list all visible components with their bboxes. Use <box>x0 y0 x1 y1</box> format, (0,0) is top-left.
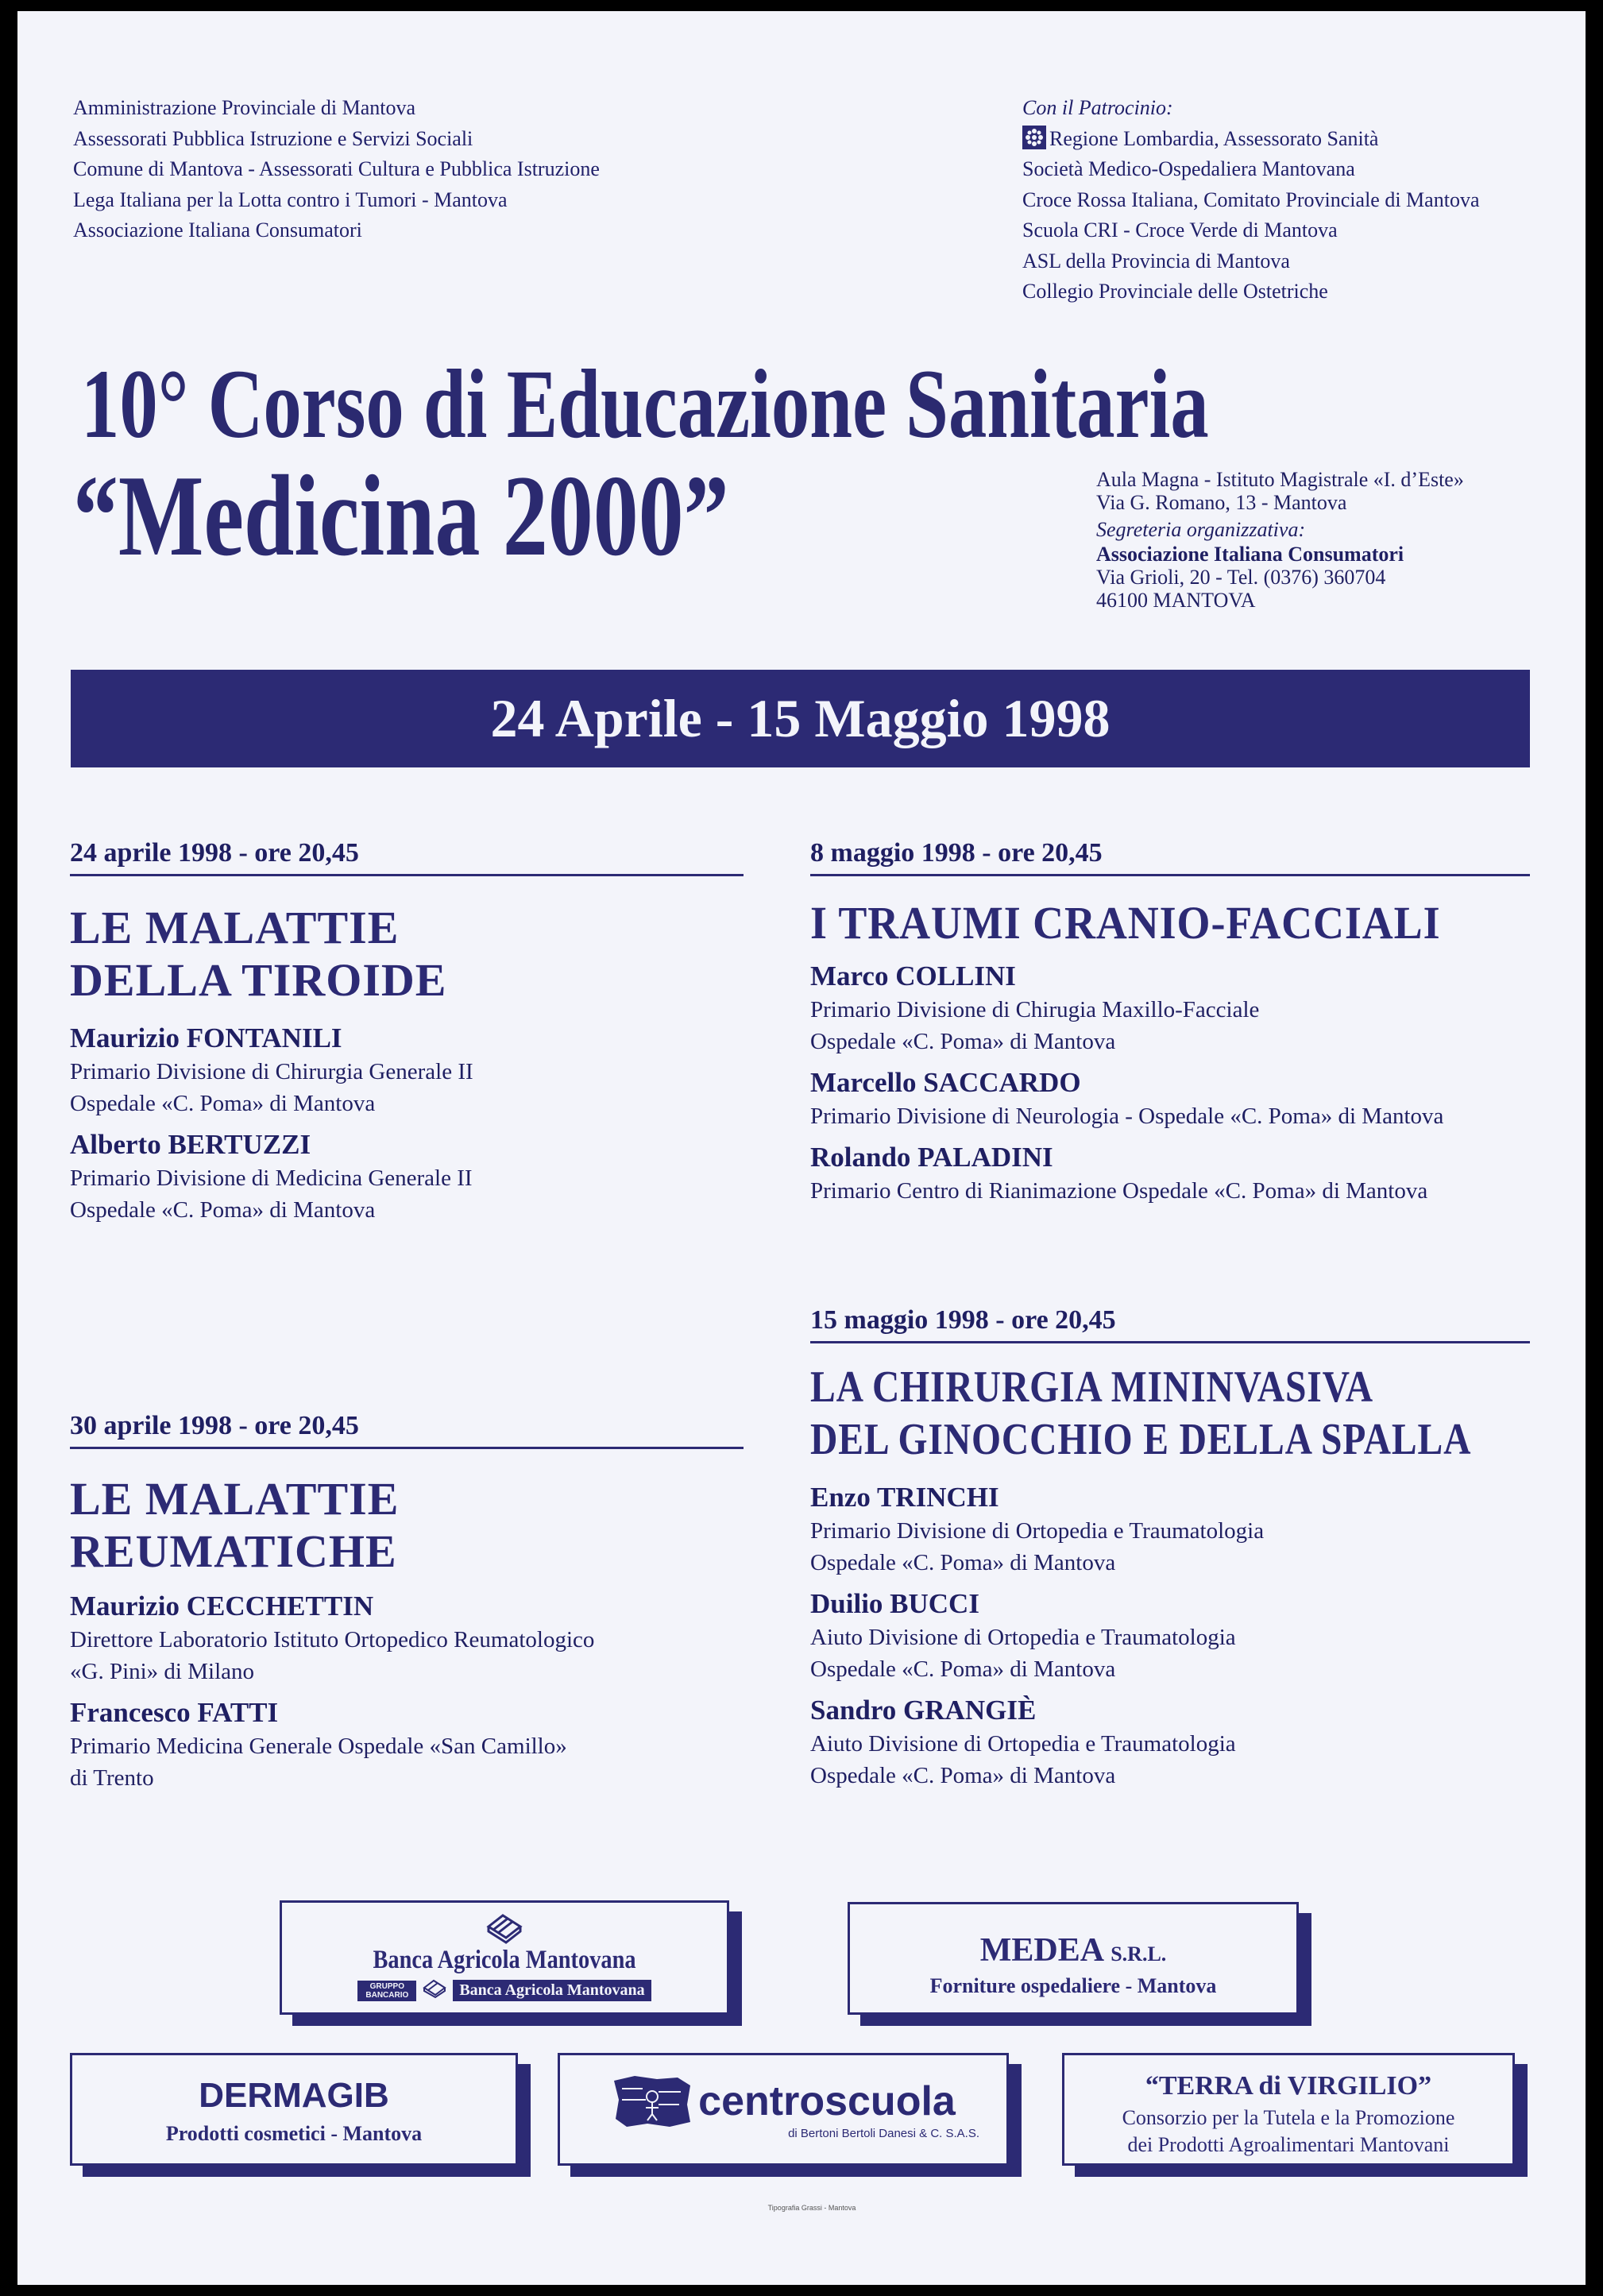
banca-name: Banca Agricola Mantovana <box>373 1946 636 1974</box>
speaker: Sandro GRANGIÈ Aiuto Divisione di Ortopedia e Traumatologia Ospedale «C. Poma» di Mantova <box>810 1695 1236 1788</box>
secretariat-label: Segreteria organizzativa: <box>1096 518 1306 541</box>
secretariat-org: Associazione Italiana Consumatori <box>1096 543 1404 566</box>
terra-desc: dei Prodotti Agroalimentari Mantovani <box>1127 2133 1450 2156</box>
session-4 <box>810 1300 1530 1792</box>
date-band: 24 Aprile - 15 Maggio 1998 <box>71 670 1530 767</box>
speaker: Maurizio FONTANILI Primario Divisione di Chirurgia Generale II Ospedale «C. Poma» di Mantova <box>70 1022 473 1116</box>
centroscuola-logo <box>560 2073 1006 2130</box>
session-date: 30 aprile 1998 - ore 20,45 <box>70 1405 744 1449</box>
secretariat-address: Via Grioli, 20 - Tel. (0376) 360704 <box>1096 566 1386 589</box>
terra-desc: Consorzio per la Tutela e la Promozione <box>1122 2106 1455 2129</box>
patronage-heading: Con il Patrocinio: <box>1022 96 1173 119</box>
banca-gruppo-label: GRUPPO BANCARIO <box>357 1981 416 2001</box>
speaker: Marcello SACCARDO Primario Divisione di Neurologia - Ospedale «C. Poma» di Mantova <box>810 1067 1444 1129</box>
centroscuola-map-icon <box>611 2073 693 2130</box>
patronage-item: Collegio Provinciale delle Ostetriche <box>1022 280 1328 303</box>
speaker: Duilio BUCCI Aiuto Divisione di Ortopedia e Traumatologia Ospedale «C. Poma» di Mantova <box>810 1588 1236 1682</box>
patronage-item: Croce Rossa Italiana, Comitato Provinciale di Mantova <box>1022 187 1480 211</box>
session-topic: LE MALATTIE REUMATICHE <box>70 1473 400 1577</box>
speaker: Rolando PALADINI Primario Centro di Rianimazione Ospedale «C. Poma» di Mantova <box>810 1142 1428 1204</box>
organizer: Comune di Mantova - Assessorati Cultura e Pubblica Istruzione <box>73 157 600 180</box>
session-topic: LA CHIRURGIA MININVASIVA DEL GINOCCHIO E DELLA SPALLA <box>810 1363 1472 1464</box>
session-date: 8 maggio 1998 - ore 20,45 <box>810 833 1530 876</box>
organizer: Lega Italiana per la Lotta contro i Tumori - Mantova <box>73 187 508 211</box>
venue-line: Aula Magna - Istituto Magistrale «I. d’Este» <box>1096 468 1464 491</box>
session-date: 15 maggio 1998 - ore 20,45 <box>810 1300 1530 1343</box>
regione-lombardia-logo-icon <box>1022 126 1046 149</box>
organizer: Amministrazione Provinciale di Mantova <box>73 96 416 119</box>
patronage-item: Regione Lombardia, Assessorato Sanità <box>1022 124 1479 155</box>
session-date: 24 aprile 1998 - ore 20,45 <box>70 833 744 876</box>
centroscuola-desc: di Bertoni Bertoli Danesi & C. S.A.S. <box>788 2127 979 2140</box>
sponsor-medea <box>848 1902 1299 2015</box>
speaker: Maurizio CECCHETTIN Direttore Laboratorio Istituto Ortopedico Reumatologico «G. Pini» di Milano <box>70 1591 595 1684</box>
speaker: Alberto BERTUZZI Primario Divisione di Medicina Generale II Ospedale «C. Poma» di Mantova <box>70 1129 473 1223</box>
session-1 <box>70 833 744 1226</box>
terra-name: “TERRA di VIRGILIO” <box>1145 2071 1432 2101</box>
session-3 <box>810 833 1530 1207</box>
centroscuola-name: centroscuola <box>698 2078 956 2124</box>
venue-line: Via G. Romano, 13 - Mantova <box>1096 491 1347 514</box>
speaker: Marco COLLINI Primario Divisione di Chirugia Maxillo-Facciale Ospedale «C. Poma» di Mantova <box>810 961 1260 1054</box>
course-subtitle: “Medicina 2000” <box>73 451 729 580</box>
speaker: Enzo TRINCHI Primario Divisione di Ortopedia e Traumatologia Ospedale «C. Poma» di Mantova <box>810 1482 1265 1575</box>
venue-block <box>1096 468 1464 612</box>
patronage-item: Scuola CRI - Croce Verde di Mantova <box>1022 218 1338 242</box>
organizers-list <box>73 93 600 246</box>
medea-desc: Forniture ospedaliere - Mantova <box>929 1974 1217 1997</box>
organizer: Associazione Italiana Consumatori <box>73 218 362 242</box>
sponsor-centroscuola <box>558 2053 1009 2166</box>
sponsor-banca-agricola <box>280 1900 729 2015</box>
printer-credit: Tipografia Grassi - Mantova <box>767 2204 856 2212</box>
session-2 <box>70 1405 744 1794</box>
banca-sub-label: Banca Agricola Mantovana <box>453 1980 651 2001</box>
sponsor-terra-di-virgilio <box>1062 2053 1515 2166</box>
patronage-item: Società Medico-Ospedaliera Mantovana <box>1022 157 1355 180</box>
medea-name: MEDEA S.R.L. <box>979 1932 1167 1969</box>
organizer: Assessorati Pubblica Istruzione e Servizi Sociali <box>73 126 473 150</box>
sponsor-dermagib <box>70 2053 518 2166</box>
banca-logo-icon <box>481 1912 528 1944</box>
secretariat-city: 46100 MANTOVA <box>1096 589 1256 612</box>
patronage-item: ASL della Provincia di Mantova <box>1022 249 1290 273</box>
banca-group-strip <box>282 1978 727 2003</box>
session-topic: I TRAUMI CRANIO-FACCIALI <box>810 897 1441 949</box>
dermagib-name: DERMAGIB <box>199 2076 389 2115</box>
speaker: Francesco FATTI Primario Medicina Generale Ospedale «San Camillo» di Trento <box>70 1697 567 1791</box>
dermagib-desc: Prodotti cosmetici - Mantova <box>165 2122 423 2145</box>
session-topic: LE MALATTIE DELLA TIROIDE <box>70 902 447 1006</box>
poster <box>17 11 1586 2285</box>
patronage-list <box>1022 93 1479 307</box>
banca-small-logo-icon <box>421 1978 448 2003</box>
course-title: 10° Corso di Educazione Sanitaria <box>81 350 1209 458</box>
